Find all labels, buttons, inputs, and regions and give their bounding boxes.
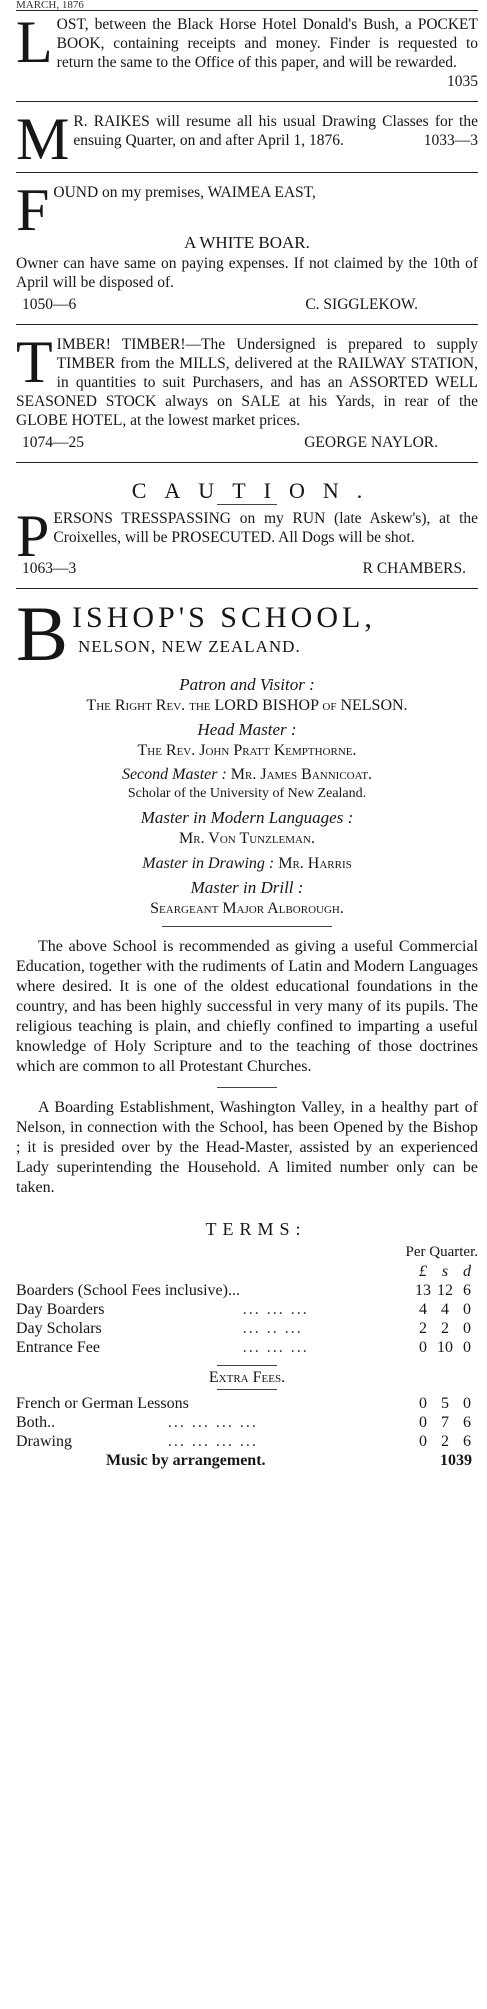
fee-label: Drawing bbox=[16, 1433, 72, 1450]
boarding-description: A Boarding Establishment, Washington Valley, in a healthy part of Nelson, in connection with the School, has been Opened by the Bishop ; it is presided over by the Head-Master, assisted by an experienced Lady superintending the Household. A limited number only can be taken. bbox=[16, 1099, 478, 1196]
leader-dots: ... ... ... ... bbox=[167, 1433, 258, 1450]
currency-pounds: £ bbox=[419, 1263, 427, 1280]
fee-value: 12 bbox=[437, 1282, 453, 1299]
ad-number: 1035 bbox=[447, 73, 478, 90]
per-quarter-label: Per Quarter. bbox=[405, 1244, 478, 1260]
ad-number: 1033—3 bbox=[423, 132, 478, 149]
short-rule bbox=[217, 1365, 277, 1366]
fee-value: 6 bbox=[463, 1414, 471, 1431]
leader-dots: ... .. ... bbox=[242, 1320, 303, 1337]
music-line bbox=[16, 1451, 478, 1470]
fee-value: 2 bbox=[441, 1433, 449, 1450]
ad-text: OST, between the Black Horse Hotel Donald's Bush, a POCKET BOOK, containing receipts and money. Finder is requested to return the same to the Office of this paper, and will be rewarded. bbox=[56, 16, 478, 71]
short-rule bbox=[162, 926, 332, 927]
ad-signer: GEORGE NAYLOR. bbox=[304, 434, 438, 451]
table-row bbox=[16, 1319, 478, 1338]
fee-label: French or German Lessons bbox=[16, 1395, 189, 1412]
ad-footer bbox=[16, 433, 478, 452]
staff-role: Head Master : bbox=[197, 720, 297, 739]
staff-name: Mr. James Bannicoat. bbox=[230, 766, 373, 783]
ad-text: IMBER! TIMBER!—The Undersigned is prepared to supply TIMBER from the MILLS, delivered at the RAILWAY STATION, in quantities to suit Purchasers, and has an ASSORTED WELL SEASONED STOCK always on SALE at his Yards, in rear of the GLOBE HOTEL, at the lowest market prices. bbox=[16, 336, 478, 429]
drop-cap: P bbox=[16, 503, 50, 569]
ad-number: 1063—3 bbox=[22, 560, 77, 577]
table-row bbox=[16, 1413, 478, 1432]
table-row bbox=[16, 1338, 478, 1357]
drop-cap: T bbox=[16, 329, 53, 395]
staff-entry bbox=[16, 765, 478, 784]
leader-dots: ... ... ... ... bbox=[167, 1414, 258, 1431]
staff-role: Master in Modern Languages : bbox=[140, 808, 354, 827]
staff-role: Second Master : bbox=[121, 766, 227, 783]
drop-cap: L bbox=[16, 9, 53, 75]
table-row bbox=[16, 1300, 478, 1319]
divider bbox=[16, 324, 478, 325]
fee-value: 2 bbox=[441, 1320, 449, 1337]
ad-white-boar bbox=[16, 179, 478, 318]
table-row bbox=[16, 1432, 478, 1451]
staff-note: Scholar of the University of New Zealand. bbox=[127, 786, 367, 801]
staff-name: Mr. Harris bbox=[278, 855, 352, 872]
fee-value: 7 bbox=[441, 1414, 449, 1431]
short-rule bbox=[217, 1087, 277, 1088]
newspaper-column bbox=[16, 0, 478, 1474]
fee-label: Both.. bbox=[16, 1414, 56, 1431]
ad-centered-line: A WHITE BOAR. bbox=[184, 233, 310, 252]
school-title: ISHOP'S SCHOOL, bbox=[72, 601, 376, 634]
fee-value: 0 bbox=[419, 1395, 427, 1412]
school-description: The above School is recommended as giving a useful Commercial Education, together with the rudiments of Latin and Modern Languages where desired. It is one of the oldest educational foundations in the country, and has been highly successful in very many of its pupils. The religious teaching is plain, and chiefly confined to imparting a useful knowledge of Holy Scripture and to the teaching of those doctrines which are common to all Protestant Churches. bbox=[16, 938, 478, 1075]
ad-drawing-classes bbox=[16, 106, 478, 172]
currency-pence: d bbox=[463, 1263, 471, 1280]
fee-label: Boarders (School Fees inclusive)... bbox=[16, 1282, 240, 1299]
fee-value: 0 bbox=[463, 1320, 471, 1337]
short-rule bbox=[217, 504, 277, 505]
fee-value: 0 bbox=[463, 1395, 471, 1412]
ad-text: R. RAIKES will resume all his usual Drawing Classes for the ensuing Quarter, on and after April 1, 1876. bbox=[73, 113, 478, 149]
ad-text: ERSONS TRESSPASSING on my RUN (late Askew's), at the Croixelles, will be PROSECUTED. All Dogs will be shot. bbox=[53, 510, 478, 546]
ad-number: 1050—6 bbox=[22, 296, 77, 313]
table-row bbox=[16, 1281, 478, 1300]
caution-heading: CAUTION. bbox=[131, 478, 381, 503]
music-note: Music by arrangement. bbox=[106, 1452, 266, 1469]
leader-dots: ... ... ... bbox=[242, 1301, 309, 1318]
fee-value: 0 bbox=[463, 1301, 471, 1318]
ad-bishops-school bbox=[16, 590, 478, 1474]
divider bbox=[16, 462, 478, 463]
ad-lead: OUND on my premises, WAIMEA EAST, bbox=[53, 184, 316, 201]
fee-value: 4 bbox=[441, 1301, 449, 1318]
ad-lost-pocket-book bbox=[16, 11, 478, 95]
ad-text: Owner can have same on paying expenses. If not claimed by the 10th of April will be disposed of. bbox=[16, 255, 478, 291]
masthead: MARCH, 1876 bbox=[16, 0, 478, 11]
ad-caution bbox=[16, 469, 478, 582]
fee-value: 10 bbox=[437, 1339, 453, 1356]
staff-name: Mr. Von Tunzleman. bbox=[179, 830, 315, 847]
currency-header bbox=[16, 1262, 478, 1281]
currency-shillings: s bbox=[441, 1263, 449, 1280]
staff-entry bbox=[16, 854, 478, 873]
ad-footer bbox=[16, 559, 478, 578]
fee-value: 0 bbox=[463, 1339, 471, 1356]
staff-role: Patron and Visitor : bbox=[179, 675, 315, 694]
staff-name: The Rev. John Pratt Kempthorne. bbox=[137, 742, 357, 759]
fee-value: 6 bbox=[463, 1433, 471, 1450]
drop-cap: F bbox=[16, 177, 50, 243]
ad-number: 1039 bbox=[440, 1452, 472, 1469]
fee-value: 0 bbox=[419, 1414, 427, 1431]
fee-label: Day Scholars bbox=[16, 1320, 102, 1337]
terms-heading: TERMS: bbox=[205, 1219, 307, 1239]
staff-list bbox=[16, 675, 478, 918]
divider bbox=[16, 588, 478, 589]
divider bbox=[16, 101, 478, 102]
fee-label: Entrance Fee bbox=[16, 1339, 100, 1356]
short-rule bbox=[217, 1389, 277, 1390]
staff-name: The Right Rev. the LORD BISHOP of NELSON. bbox=[86, 697, 408, 714]
ad-signer: R CHAMBERS. bbox=[362, 560, 466, 577]
staff-role: Master in Drawing : bbox=[142, 855, 275, 872]
staff-role: Master in Drill : bbox=[190, 878, 304, 897]
extra-fees-heading: Extra Fees. bbox=[208, 1369, 286, 1386]
ad-footer bbox=[16, 295, 478, 314]
ad-number: 1074—25 bbox=[22, 434, 84, 451]
drop-cap: B bbox=[16, 590, 69, 677]
ad-signer: C. SIGGLEKOW. bbox=[305, 296, 418, 313]
fee-value: 13 bbox=[415, 1282, 431, 1299]
school-subtitle: NELSON, NEW ZEALAND. bbox=[78, 637, 301, 656]
fee-label: Day Boarders bbox=[16, 1301, 105, 1318]
fee-value: 6 bbox=[463, 1282, 471, 1299]
staff-name: Seargeant Major Alborough. bbox=[150, 900, 344, 917]
divider bbox=[16, 172, 478, 173]
drop-cap: M bbox=[16, 106, 70, 172]
fees-table bbox=[16, 1262, 478, 1357]
fee-value: 2 bbox=[419, 1320, 427, 1337]
fee-value: 5 bbox=[441, 1395, 449, 1412]
fee-value: 4 bbox=[419, 1301, 427, 1318]
fee-value: 0 bbox=[419, 1433, 427, 1450]
fee-value: 0 bbox=[419, 1339, 427, 1356]
leader-dots: ... ... ... bbox=[242, 1339, 309, 1356]
table-row bbox=[16, 1394, 478, 1413]
extra-fees-table bbox=[16, 1394, 478, 1451]
ad-timber bbox=[16, 331, 478, 456]
